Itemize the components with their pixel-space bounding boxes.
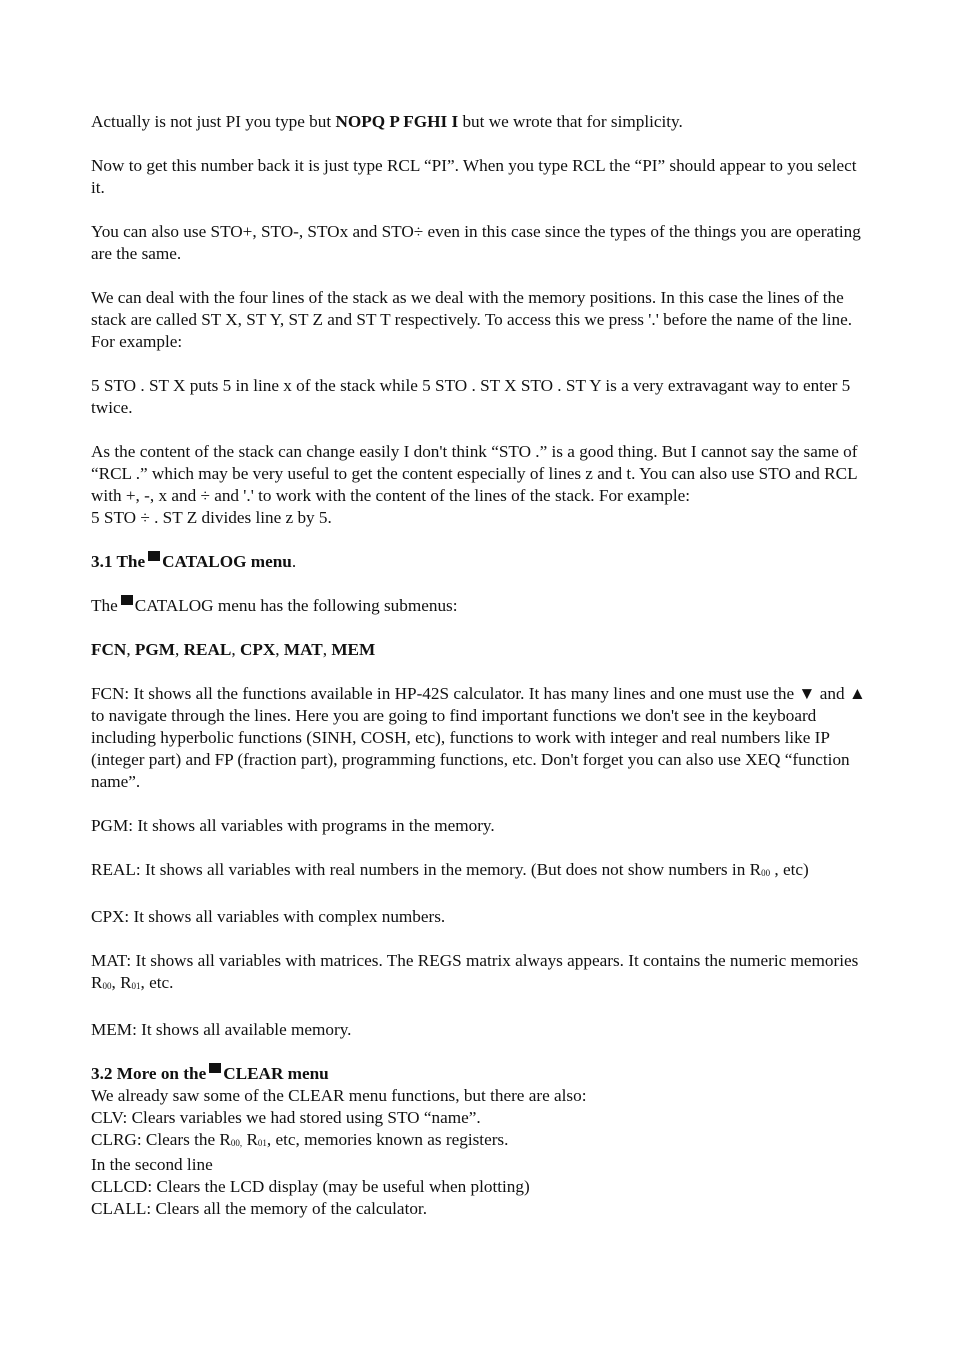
paragraph-cpx: CPX: It shows all variables with complex numbers. (91, 907, 446, 926)
paragraph-fcn: FCN: It shows all the functions available in HP-42S calculator. It has many lines and one must use the ▼ and ▲ to navigate through the lines. Here you are going to find important functions we don't see in the keyboard including hyperbolic functions (SINH, COSH, etc), functions to work with integer and real numbers like IP (integer part) and FP (fraction part), programming functions, etc. Don't forget you can also use XEQ “function name”. (91, 684, 866, 791)
subscript: 00, (230, 1138, 243, 1148)
paragraph-sto-example: 5 STO . ST X puts 5 in line x of the stack while 5 STO . ST X STO . ST Y is a very extravagant way to enter 5 twice. (91, 376, 851, 417)
shift-key-icon (148, 551, 160, 561)
paragraph-stack-lines: We can deal with the four lines of the stack as we deal with the memory positions. In this case the lines of the stack are called ST X, ST Y, ST Z and ST T respectively. To access this we press '.' before the name of the line. For example: (91, 288, 853, 351)
clear-cllcd: CLLCD: Clears the LCD display (may be useful when plotting) (91, 1177, 530, 1196)
text: REAL: It shows all variables with real numbers in the memory. (But does not show numbers in R (91, 860, 762, 879)
paragraph-mem: MEM: It shows all available memory. (91, 1020, 352, 1039)
submenu-real: REAL (183, 640, 232, 659)
paragraph-divide-example: 5 STO ÷ . ST Z divides line z by 5. (91, 508, 332, 527)
text: , etc) (770, 860, 809, 879)
text: CATALOG menu has the following submenus: (134, 596, 458, 615)
bold-keys: NOPQ P FGHI I (335, 112, 459, 131)
text: CLRG: Clears the R (91, 1130, 231, 1149)
submenu-cpx: CPX (239, 640, 276, 659)
submenu-list: FCN, PGM, REAL, CPX, MAT, MEM (91, 640, 376, 659)
document-page (91, 111, 871, 1220)
clear-second-line: In the second line (91, 1155, 213, 1174)
submenu-mem: MEM (331, 640, 376, 659)
text: , etc. (140, 973, 174, 992)
text: R (242, 1130, 258, 1149)
section-heading-3-2 (91, 1063, 871, 1085)
text: , R (111, 973, 132, 992)
submenu-fcn: FCN (91, 640, 127, 659)
paragraph-catalog-intro (91, 595, 871, 617)
text: MAT: It shows all variables with matrices. The REGS matrix always appears. It contains the numeric memories R (91, 951, 859, 992)
clear-clrg (91, 1129, 871, 1154)
paragraph-rcl: Now to get this number back it is just type RCL “PI”. When you type RCL the “PI” should appear to you select it. (91, 156, 857, 197)
heading-text: CLEAR menu (223, 1064, 329, 1083)
shift-key-icon (209, 1063, 221, 1073)
paragraph-pgm: PGM: It shows all variables with programs in the memory. (91, 816, 495, 835)
text: , etc, memories known as registers. (266, 1130, 509, 1149)
paragraph-sto-ops: You can also use STO+, STO-, STOx and STO÷ even in this case since the types of the things you are operating are the same. (91, 222, 861, 263)
paragraph-real (91, 859, 871, 884)
shift-key-icon (121, 595, 133, 605)
heading-text: 3.2 More on the (91, 1064, 207, 1083)
text: Actually is not just PI you type but (91, 112, 336, 131)
section-heading-3-1 (91, 551, 871, 573)
paragraph-stack-content: As the content of the stack can change easily I don't think “STO .” is a good thing. But I cannot say the same of “RCL .” which may be very useful to get the content especially of lines z and t. You can also use STO and RCL with +, -, x and ÷ and '.' to work with the content of the lines of the stack. For example: (91, 442, 858, 505)
submenu-pgm: PGM (134, 640, 176, 659)
paragraph-mat (91, 950, 871, 997)
heading-text: CATALOG menu (162, 552, 292, 571)
clear-clv: CLV: Clears variables we had stored using STO “name”. (91, 1108, 481, 1127)
subscript: 00 (761, 868, 771, 878)
submenu-mat: MAT (283, 640, 323, 659)
text: but we wrote that for simplicity. (458, 112, 683, 131)
subscript: 01 (257, 1138, 267, 1148)
heading-text: 3.1 The (91, 552, 146, 571)
text: The (91, 596, 118, 615)
heading-period: . (291, 552, 297, 571)
paragraph-pi-typing (91, 111, 871, 133)
subscript: 01 (131, 981, 141, 991)
clear-intro: We already saw some of the CLEAR menu functions, but there are also: (91, 1086, 587, 1105)
clear-clall: CLALL: Clears all the memory of the calculator. (91, 1199, 428, 1218)
subscript: 00 (102, 981, 112, 991)
